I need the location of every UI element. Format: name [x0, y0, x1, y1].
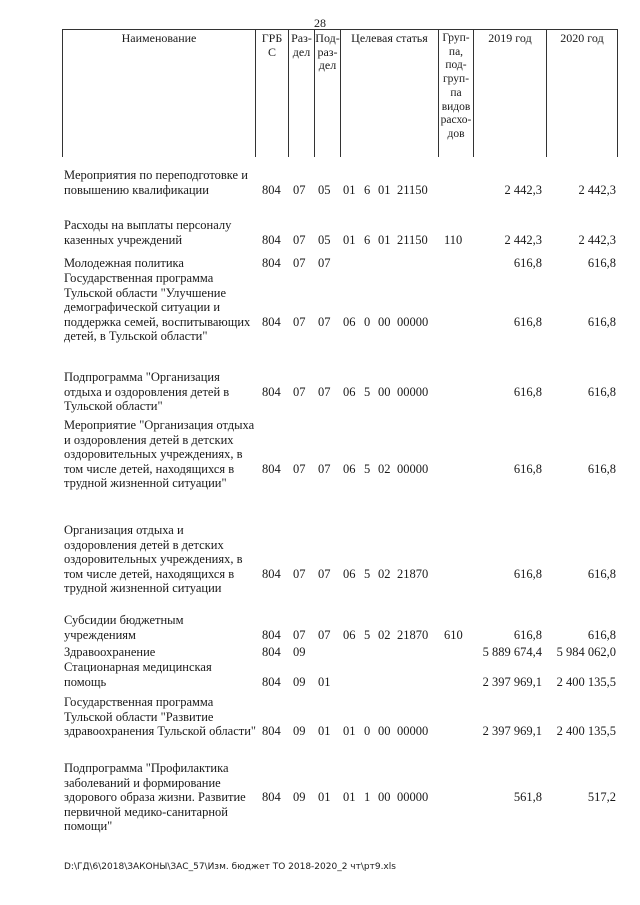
target-direction-cell: 00000 [397, 314, 429, 329]
razdel-cell: 09 [293, 674, 306, 689]
amount-2019-cell: 5 889 674,4 [482, 645, 542, 659]
target-program-cell: 01 [343, 724, 356, 738]
row-name: Расходы на выплаты персоналу казенных учреждений [64, 218, 232, 247]
amount-2019-cell: 616,8 [513, 384, 542, 399]
target-program-cell: 06 [343, 314, 356, 329]
grbs-cell: 804 [262, 674, 281, 689]
podrazdel-cell: 01 [318, 790, 331, 804]
target-event-cell: 02 [378, 566, 391, 581]
target-program-cell: 01 [343, 182, 356, 197]
expense-type-cell: 610 [444, 627, 463, 642]
razdel-cell: 07 [293, 384, 306, 399]
target-event-cell: 00 [378, 314, 391, 329]
amount-2020-cell: 2 442,3 [578, 182, 616, 197]
amount-2020-cell: 616,8 [587, 314, 616, 329]
target-event-cell: 01 [378, 232, 391, 247]
amount-2019-cell: 2 397 969,1 [482, 724, 542, 738]
row-name: Здравоохранение [64, 645, 156, 659]
header-name: Наименование [62, 29, 255, 157]
amount-2020-cell: 517,2 [587, 790, 616, 804]
razdel-cell: 09 [293, 645, 306, 659]
amount-2020-cell: 2 400 135,5 [556, 724, 616, 738]
row-name: Государственная программа Тульской области "Улучшение демографической ситуации и поддержка семей, воспитывающих детей, в Тульской области" [64, 271, 251, 343]
target-subprogram-cell: 5 [364, 566, 371, 581]
grbs-cell: 804 [262, 627, 281, 642]
header-2019: 2019 год [473, 29, 546, 157]
target-program-cell: 06 [343, 627, 356, 642]
amount-2019-cell: 561,8 [513, 790, 542, 804]
file-path-footer: D:\ГД\6\2018\ЗАКОНЫ\ЗАС_57\Изм. бюджет ТО 2018-2020_2 чт\рт9.xls [64, 862, 396, 872]
podrazdel-cell: 07 [318, 461, 331, 476]
podrazdel-cell: 01 [318, 674, 331, 689]
grbs-cell: 804 [262, 461, 281, 476]
header-target: Целевая статья [340, 29, 438, 157]
header-2020: 2020 год [546, 29, 618, 157]
amount-2019-cell: 616,8 [513, 566, 542, 581]
target-direction-cell: 21870 [397, 627, 429, 642]
target-subprogram-cell: 5 [364, 461, 371, 476]
amount-2020-cell: 616,8 [587, 461, 616, 476]
row-name: Молодежная политика [64, 256, 184, 270]
amount-2019-cell: 2 397 969,1 [482, 674, 542, 689]
target-event-cell: 02 [378, 461, 391, 476]
razdel-cell: 07 [293, 232, 306, 247]
row-name: Подпрограмма "Организация отдыха и оздоровления детей в Тульской области" [64, 370, 230, 413]
row-name: Организация отдыха и оздоровления детей в детских оздоровительных учреждениях, в том числе детей, находящихся в трудной жизненной ситуации [64, 523, 243, 595]
grbs-cell: 804 [262, 232, 281, 247]
podrazdel-cell: 07 [318, 384, 331, 399]
target-program-cell: 06 [343, 566, 356, 581]
razdel-cell: 07 [293, 256, 306, 270]
target-event-cell: 02 [378, 627, 391, 642]
amount-2019-cell: 2 442,3 [504, 182, 542, 197]
target-direction-cell: 21870 [397, 566, 429, 581]
header-group: Груп- па, под- груп- па видов расхо- дов [438, 29, 473, 157]
podrazdel-cell: 05 [318, 182, 331, 197]
podrazdel-cell: 05 [318, 232, 331, 247]
amount-2019-cell: 616,8 [513, 314, 542, 329]
header-razdel: Раз- дел [288, 29, 314, 157]
target-direction-cell: 21150 [397, 182, 428, 197]
row-name: Мероприятие "Организация отдыха и оздоровления детей в детских оздоровительных учреждениях, в том числе детей, находящихся в трудной жизненной ситуации" [64, 418, 255, 490]
target-subprogram-cell: 0 [364, 314, 371, 329]
target-event-cell: 00 [378, 384, 391, 399]
amount-2020-cell: 616,8 [587, 384, 616, 399]
grbs-cell: 804 [262, 724, 281, 738]
target-direction-cell: 21150 [397, 232, 428, 247]
target-program-cell: 06 [343, 384, 356, 399]
target-event-cell: 00 [378, 724, 391, 738]
grbs-cell: 804 [262, 790, 281, 804]
podrazdel-cell: 07 [318, 256, 331, 270]
page-number: 28 [314, 16, 326, 30]
target-direction-cell: 00000 [397, 384, 429, 399]
row-name: Субсидии бюджетным учреждениям [64, 613, 184, 642]
podrazdel-cell: 07 [318, 627, 331, 642]
amount-2019-cell: 616,8 [513, 627, 542, 642]
amount-2019-cell: 2 442,3 [504, 232, 542, 247]
podrazdel-cell: 07 [318, 314, 331, 329]
razdel-cell: 07 [293, 627, 306, 642]
row-name: Государственная программа Тульской области "Развитие здравоохранения Тульской области" [64, 695, 257, 738]
target-program-cell: 01 [343, 232, 356, 247]
amount-2019-cell: 616,8 [513, 256, 542, 270]
target-direction-cell: 00000 [397, 724, 429, 738]
razdel-cell: 07 [293, 314, 306, 329]
target-direction-cell: 00000 [397, 790, 429, 804]
podrazdel-cell: 07 [318, 566, 331, 581]
grbs-cell: 804 [262, 645, 281, 659]
amount-2019-cell: 616,8 [513, 461, 542, 476]
row-name: Подпрограмма "Профилактика заболеваний и формирование здорового образа жизни. Развитие первичной медико-санитарной помощи" [64, 761, 246, 833]
target-event-cell: 00 [378, 790, 391, 804]
row-name: Мероприятия по переподготовке и повышению квалификации [64, 168, 248, 197]
grbs-cell: 804 [262, 182, 281, 197]
amount-2020-cell: 2 442,3 [578, 232, 616, 247]
target-subprogram-cell: 5 [364, 627, 371, 642]
amount-2020-cell: 616,8 [587, 627, 616, 642]
razdel-cell: 07 [293, 461, 306, 476]
target-direction-cell: 00000 [397, 461, 429, 476]
target-program-cell: 01 [343, 790, 356, 804]
target-subprogram-cell: 6 [364, 232, 371, 247]
razdel-cell: 07 [293, 182, 306, 197]
razdel-cell: 09 [293, 790, 306, 804]
target-subprogram-cell: 1 [364, 790, 371, 804]
razdel-cell: 09 [293, 724, 306, 738]
header-podrazdel: Под- раз- дел [314, 29, 340, 157]
grbs-cell: 804 [262, 314, 281, 329]
amount-2020-cell: 5 984 062,0 [556, 645, 616, 659]
header-grbs: ГРБ С [255, 29, 288, 157]
target-program-cell: 06 [343, 461, 356, 476]
target-subprogram-cell: 5 [364, 384, 371, 399]
grbs-cell: 804 [262, 384, 281, 399]
expense-type-cell: 110 [444, 232, 463, 247]
amount-2020-cell: 616,8 [587, 566, 616, 581]
razdel-cell: 07 [293, 566, 306, 581]
podrazdel-cell: 01 [318, 724, 331, 738]
target-subprogram-cell: 6 [364, 182, 371, 197]
grbs-cell: 804 [262, 566, 281, 581]
target-event-cell: 01 [378, 182, 391, 197]
grbs-cell: 804 [262, 256, 281, 270]
amount-2020-cell: 2 400 135,5 [556, 674, 616, 689]
row-name: Стационарная медицинская помощь [64, 660, 212, 689]
target-subprogram-cell: 0 [364, 724, 371, 738]
amount-2020-cell: 616,8 [587, 256, 616, 270]
